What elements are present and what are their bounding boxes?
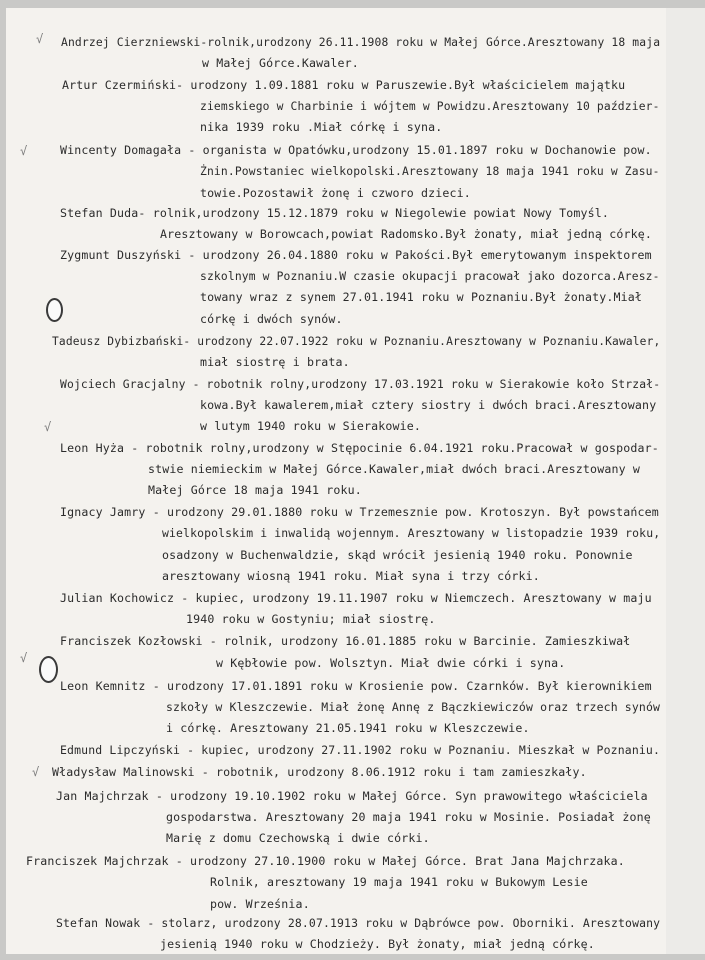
entry-line: Edmund Lipczyński - kupiec, urodzony 27.11.1902 roku w Poznaniu. Mieszkał w Poznaniu. — [60, 743, 661, 757]
entry-line: Franciszek Kozłowski - rolnik, urodzony 16.01.1885 roku w Barcinie. Zamieszkiwał — [60, 634, 631, 648]
document-page — [6, 8, 666, 954]
entry-line: wielkopolskim i inwalidą wojennym. Aresztowany w listopadzie 1939 roku, — [162, 526, 661, 540]
entry-line: Małej Górce 18 maja 1941 roku. — [148, 483, 362, 497]
punch-hole — [39, 656, 58, 683]
entry-line: i córkę. Aresztowany 21.05.1941 roku w Kleszczewie. — [166, 721, 530, 735]
entry-line: 1940 roku w Gostyniu; miał siostrę. — [186, 612, 436, 626]
entry-line: Żnin.Powstaniec wielkopolski.Aresztowany 18 maja 1941 roku w Zasu- — [200, 164, 660, 178]
entry-line: Tadeusz Dybizbański- urodzony 22.07.1922 roku w Poznaniu.Aresztowany w Poznaniu.Kawaler, — [52, 334, 661, 348]
margin-tick: √ — [20, 144, 28, 158]
entry-line: Aresztowany w Borowcach,powiat Radomsko.Był żonaty, miał jedną córkę. — [160, 227, 652, 241]
entry-line: towie.Pozostawił żonę i czworo dzieci. — [200, 186, 471, 200]
entry-line: Andrzej Cierzniewski-rolnik,urodzony 26.11.1908 roku w Małej Górce.Aresztowany 18 maja — [61, 35, 661, 49]
entry-line: Artur Czermiński- urodzony 1.09.1881 roku w Paruszewie.Był właścicielem majątku — [62, 78, 626, 92]
entry-line: kowa.Był kawalerem,miał cztery siostry i dwóch braci.Aresztowany — [200, 398, 657, 412]
margin-tick: √ — [44, 420, 52, 434]
entry-line: miał siostrę i brata. — [200, 355, 350, 369]
entry-line: Leon Hyża - robotnik rolny,urodzony w Stępocinie 6.04.1921 roku.Pracował w gospodar- — [60, 441, 659, 455]
entry-line: w Kębłowie pow. Wolsztyn. Miał dwie córki i syna. — [216, 656, 566, 670]
entry-line: Stefan Nowak - stolarz, urodzony 28.07.1913 roku w Dąbrówce pow. Oborniki. Aresztowany — [56, 916, 661, 930]
margin-tick: √ — [20, 651, 28, 665]
entry-line: aresztowany wiosną 1941 roku. Miał syna i trzy córki. — [162, 569, 540, 583]
entry-line: Władysław Malinowski - robotnik, urodzony 8.06.1912 roku i tam zamieszkały. — [52, 765, 587, 779]
entry-line: jesienią 1940 roku w Chodzieży. Był żonaty, miał jedną córkę. — [160, 937, 595, 951]
entry-line: w lutym 1940 roku w Sierakowie. — [200, 419, 422, 433]
entry-line: stwie niemieckim w Małej Górce.Kawaler,miał dwóch braci.Aresztowany w — [148, 462, 640, 476]
entry-line: Zygmunt Duszyński - urodzony 26.04.1880 roku w Pakości.Był emerytowanym inspektorem — [60, 248, 652, 262]
entry-line: Wincenty Domagała - organista w Opatówku,urodzony 15.01.1897 roku w Dochanowie pow. — [60, 143, 652, 157]
entry-line: Wojciech Gracjalny - robotnik rolny,urodzony 17.03.1921 roku w Sierakowie koło Strzał- — [60, 377, 661, 391]
entry-line: Rolnik, aresztowany 19 maja 1941 roku w Bukowym Lesie — [210, 875, 588, 889]
entry-line: nika 1939 roku .Miał córkę i syna. — [200, 120, 443, 134]
entry-line: Stefan Duda- rolnik,urodzony 15.12.1879 roku w Niegolewie powiat Nowy Tomyśl. — [60, 206, 610, 220]
entry-line: córkę i dwóch synów. — [200, 312, 343, 326]
scan-edge — [666, 8, 705, 954]
entry-line: ziemskiego w Charbinie i wójtem w Powidzu.Aresztowany 10 paździer- — [200, 99, 660, 113]
entry-line: towany wraz z synem 27.01.1941 roku w Poznaniu.Był żonaty.Miał — [200, 290, 643, 304]
entry-line: szkoły w Kleszczewie. Miał żonę Annę z Bączkiewiczów oraz trzech synów — [166, 700, 661, 714]
entry-line: Franciszek Majchrzak - urodzony 27.10.1900 roku w Małej Górce. Brat Jana Majchrzaka. — [26, 854, 625, 868]
entry-line: szkolnym w Poznaniu.W czasie okupacji pracował jako dozorca.Aresz- — [200, 269, 660, 283]
punch-hole — [46, 298, 63, 322]
entry-line: Julian Kochowicz - kupiec, urodzony 19.11.1907 roku w Niemczech. Aresztowany w maju — [60, 591, 652, 605]
entry-line: osadzony w Buchenwaldzie, skąd wrócił jesienią 1940 roku. Ponownie — [162, 548, 633, 562]
margin-tick: √ — [32, 765, 40, 779]
entry-line: Ignacy Jamry - urodzony 29.01.1880 roku w Trzemesznie pow. Krotoszyn. Był powstańcem — [60, 505, 659, 519]
entry-line: pow. Września. — [210, 897, 310, 911]
entry-line: gospodarstwa. Aresztowany 20 maja 1941 roku w Mosinie. Posiadał żonę — [166, 810, 651, 824]
entry-line: Leon Kemnitz - urodzony 17.01.1891 roku w Krosienie pow. Czarnków. Był kierownikiem — [60, 679, 652, 693]
entry-line: w Małej Górce.Kawaler. — [202, 56, 359, 70]
entry-line: Marię z domu Czechowską i dwie córki. — [166, 831, 430, 845]
margin-tick: √ — [36, 32, 44, 46]
entry-line: Jan Majchrzak - urodzony 19.10.1902 roku w Małej Górce. Syn prawowitego właściciela — [56, 789, 648, 803]
